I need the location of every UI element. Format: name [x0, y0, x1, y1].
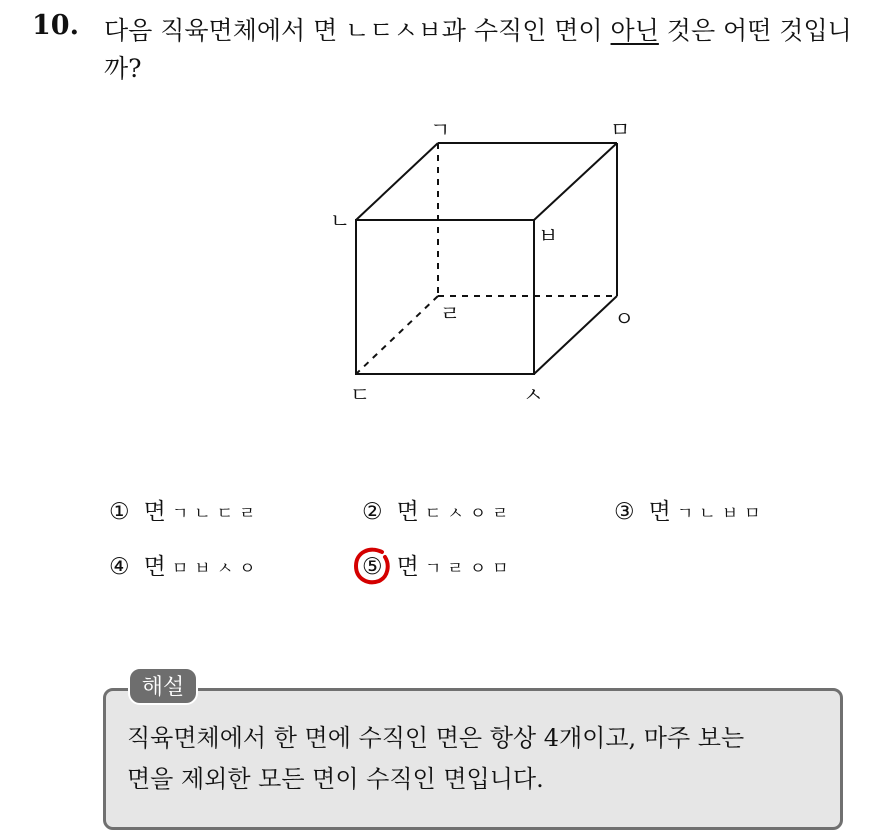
choice-2-letters: ㄷㅅㅇㄹ	[424, 504, 515, 524]
question-underlined-word: 아닌	[610, 16, 659, 45]
choice-1-word: 면	[143, 499, 166, 525]
choice-2-number: ②	[362, 499, 383, 525]
hidden-edge-depth	[356, 296, 438, 374]
explanation-line-1: 직육면체에서 한 면에 수직인 면은 항상 4개이고, 마주 보는	[127, 724, 745, 752]
answer-circle-mark	[352, 546, 392, 586]
choice-3[interactable]	[614, 497, 767, 529]
choice-4-number: ④	[109, 554, 130, 580]
front-face	[356, 220, 534, 374]
vertex-label-o: ㅇ	[614, 307, 635, 331]
choice-4-letters: ㅁㅂㅅㅇ	[171, 559, 262, 579]
choice-2-word: 면	[396, 499, 419, 525]
choice-4-word: 면	[143, 554, 166, 580]
choice-5-number: ⑤	[362, 554, 383, 580]
choice-3-letters: ㄱㄴㅂㅁ	[676, 504, 767, 524]
vertex-label-r: ㄹ	[440, 302, 461, 326]
explanation-line-2: 면을 제외한 모든 면이 수직인 면입니다.	[127, 765, 544, 793]
vertex-label-b: ㅂ	[538, 224, 559, 248]
choice-1-letters: ㄱㄴㄷㄹ	[171, 504, 262, 524]
explanation-tab: 해설	[128, 667, 198, 705]
choice-3-word: 면	[648, 499, 671, 525]
explanation-text	[127, 718, 833, 800]
edge-bottom-right-depth	[534, 296, 617, 374]
vertex-label-s: ㅅ	[523, 383, 544, 407]
choice-5-word: 면	[396, 554, 419, 580]
choice-1[interactable]	[109, 497, 262, 529]
choice-2[interactable]	[362, 497, 515, 529]
vertex-label-d: ㄷ	[350, 383, 371, 407]
choice-5-letters: ㄱㄹㅇㅁ	[424, 559, 515, 579]
edge-top-left-depth	[356, 143, 438, 220]
choice-3-number: ③	[614, 499, 635, 525]
vertex-label-m: ㅁ	[610, 118, 631, 142]
edge-top-right-depth	[534, 143, 617, 220]
vertex-label-n: ㄴ	[330, 209, 351, 233]
vertex-label-g: ㄱ	[430, 118, 451, 142]
choice-4[interactable]	[109, 552, 262, 584]
question-text-before: 다음 직육면체에서 면 ㄴㄷㅅㅂ과 수직인 면이	[104, 16, 611, 45]
choice-1-number: ①	[109, 499, 130, 525]
question-text-after: 것은 어떤 것입니까?	[104, 16, 852, 83]
question-number: 10.	[32, 10, 79, 41]
